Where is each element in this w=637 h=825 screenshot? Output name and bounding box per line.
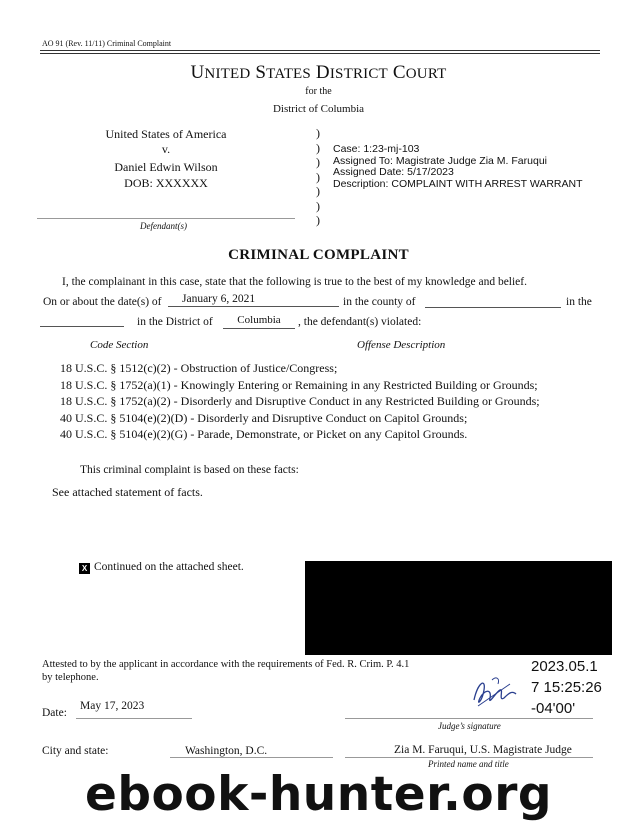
caption-parentheses: ) ) ) ) ) ) ) [316, 126, 320, 227]
complainant-statement: I, the complainant in this case, state that the following is true to the best of my knowledge and belief. [62, 276, 527, 288]
county-label: in the county of [343, 296, 416, 308]
county-field [425, 295, 561, 308]
offense-item: 18 U.S.C. § 1512(c)(2) - Obstruction of Justice/Congress; [60, 361, 338, 375]
continued-label: Continued on the attached sheet. [94, 561, 244, 573]
judge-signature-rule [345, 718, 593, 719]
case-number: Case: 1:23-mj-103 [333, 143, 420, 155]
redaction-block [305, 561, 612, 655]
date-rule [76, 718, 192, 719]
district-name: District of Columbia [272, 103, 365, 115]
offense-date-field: January 6, 2021 [168, 293, 339, 307]
blank-field [40, 314, 124, 327]
violated-label: , the defendant(s) violated: [298, 316, 422, 328]
city-rule [170, 757, 333, 758]
header-rule [40, 50, 600, 51]
city-state-value: Washington, D.C. [185, 745, 268, 757]
case-description: Description: COMPLAINT WITH ARREST WARRANT [333, 177, 583, 190]
watermark-text: ebook-hunter.org [84, 767, 553, 822]
defendant-dob: DOB: XXXXXX [124, 176, 208, 190]
judge-name-title: Zia M. Faruqui, U.S. Magistrate Judge [394, 744, 572, 756]
form-identifier: AO 91 (Rev. 11/11) Criminal Complaint [42, 39, 172, 48]
offense-item: 40 U.S.C. § 5104(e)(2)(G) - Parade, Demonstrate, or Picket on any Capitol Grounds. [60, 427, 468, 441]
date-label: Date: [42, 707, 67, 719]
case-assigned-date: Assigned Date: 5/17/2023 [333, 166, 454, 178]
timestamp-line-2: 7 15:25:26 [531, 679, 602, 696]
header-rule-double [40, 53, 600, 54]
date-prefix: On or about the date(s) of [43, 296, 162, 308]
city-state-label: City and state: [42, 745, 109, 757]
defendant-name: Daniel Edwin Wilson [114, 160, 218, 174]
for-the-label: for the [305, 86, 332, 97]
case-assigned-to: Assigned To: Magistrate Judge Zia M. Faruqui [333, 154, 547, 167]
date-value: May 17, 2023 [80, 700, 145, 712]
code-section-header: Code Section [90, 339, 149, 351]
district-field: Columbia [223, 314, 295, 329]
case-info-block [333, 144, 583, 190]
offense-item: 18 U.S.C. § 1752(a)(2) - Disorderly and Disruptive Conduct in any Restricted Building or Grounds; [60, 394, 540, 408]
offense-list [60, 360, 540, 443]
plaintiff-name: United States of America [105, 127, 227, 141]
printed-name-rule [345, 757, 593, 758]
court-name: UNITED STATES DISTRICT COURT [190, 62, 447, 83]
facts-text: See attached statement of facts. [52, 485, 203, 499]
attestation-line-2: by telephone. [42, 672, 99, 683]
digital-signature-icon [470, 672, 520, 717]
continued-checkbox-row [79, 561, 244, 574]
timestamp-line-1: 2023.05.1 [531, 658, 598, 675]
in-the-label: in the [566, 296, 592, 308]
timestamp-line-3: -04'00' [531, 700, 576, 717]
offense-item: 18 U.S.C. § 1752(a)(1) - Knowingly Entering or Remaining in any Restricted Building or Grounds; [60, 377, 538, 392]
document-title: CRIMINAL COMPLAINT [228, 247, 409, 263]
attestation-line-1: Attested to by the applicant in accordance with the requirements of Fed. R. Crim. P. 4.1 [42, 659, 410, 670]
defendant-label: Defendant(s) [140, 221, 187, 231]
versus-label: v. [161, 142, 171, 156]
district-of-label: in the District of [137, 316, 213, 328]
judge-signature-label: Judge’s signature [438, 721, 501, 731]
attestation [42, 658, 409, 684]
checked-checkbox[interactable]: X [79, 563, 90, 574]
facts-intro: This criminal complaint is based on these facts: [80, 464, 299, 476]
offense-item: 40 U.S.C. § 5104(e)(2)(D) - Disorderly and Disruptive Conduct on Capitol Grounds; [60, 410, 468, 425]
defendant-rule [37, 218, 295, 219]
offense-description-header: Offense Description [357, 339, 446, 351]
signature-timestamp [531, 656, 602, 719]
printed-name-label: Printed name and title [428, 759, 509, 769]
